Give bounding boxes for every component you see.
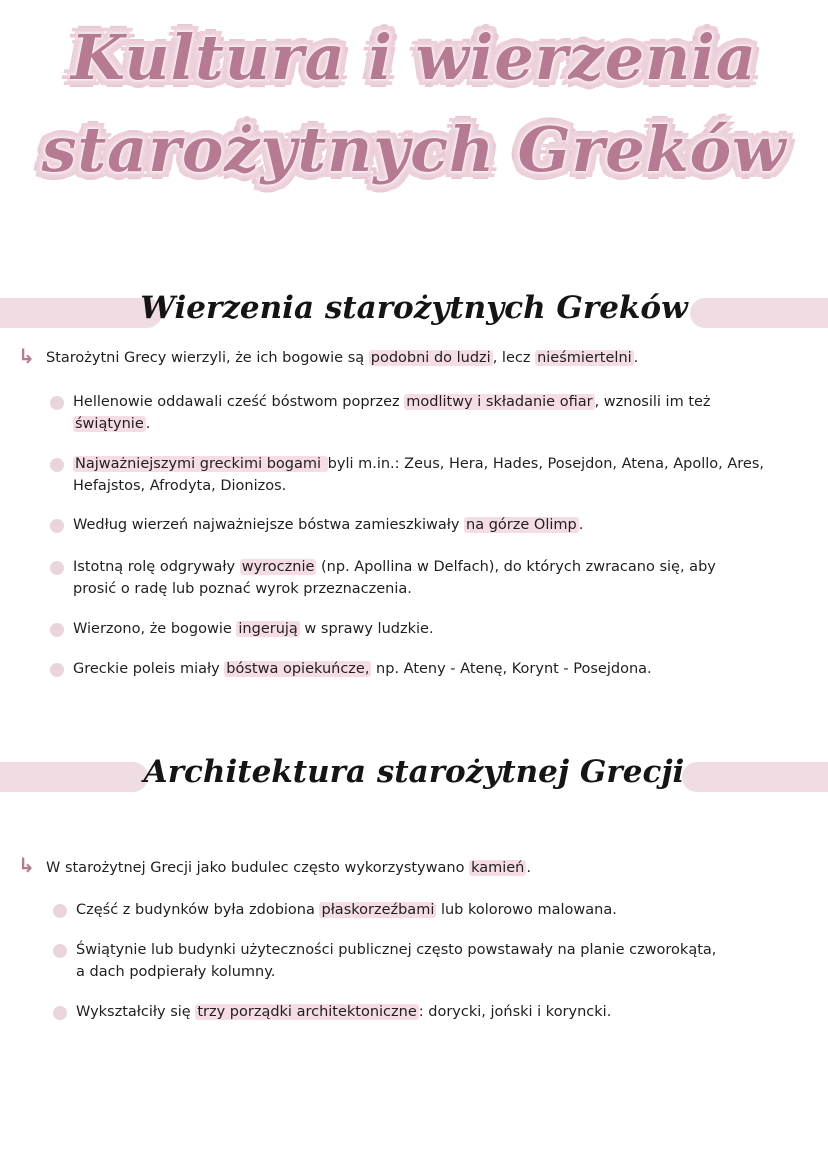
title-line-1: Kultura i wierzenia [71, 21, 757, 94]
bullet-icon [50, 663, 64, 677]
list-item: Najważniejszymi greckimi bogami byli m.in.: Zeus, Hera, Hades, Posejdon, Atena, Apollo, Ares, Hefajstos, Afrodyta, Dionizos. [73, 456, 764, 494]
section-1-intro: Starożytni Grecy wierzyli, że ich bogowie są podobni do ludzi , lecz nieśmiertelni . [46, 350, 639, 366]
list-item: Hellenowie oddawali cześć bóstwom poprzez modlitwy i składanie ofiar , wznosili im też świątynie . [73, 394, 711, 432]
bullet-icon [53, 1006, 67, 1020]
bullet-icon [53, 944, 67, 958]
list-item: Świątynie lub budynki użyteczności publicznej często powstawały na planie czworokąta, a dach podpierały kolumny. [76, 942, 717, 980]
list-item: Wykształciły się trzy porządki architektoniczne : dorycki, joński i koryncki. [76, 1004, 612, 1020]
arrow-icon: ↳ [18, 344, 35, 368]
page-title [0, 12, 828, 196]
highlight: nieśmiertelni [537, 350, 632, 366]
bullet-icon [50, 561, 64, 575]
arrow-icon: ↳ [18, 853, 35, 877]
highlight: płaskorzeźbami [321, 902, 435, 918]
highlight: modlitwy i składanie ofiar [406, 394, 593, 410]
bullet-icon [50, 519, 64, 533]
bullet-icon [50, 396, 64, 410]
highlight: ingerują [238, 621, 298, 637]
list-item: Greckie poleis miały bóstwa opiekuńcze, np. Ateny - Atenę, Korynt - Posejdona. [73, 661, 652, 677]
highlight: wyrocznie [241, 559, 315, 575]
highlight: na górze Olimp [466, 517, 577, 533]
highlight: trzy porządki architektoniczne [197, 1004, 417, 1020]
section-2-heading: Architektura starożytnej Grecji [143, 754, 685, 790]
highlight: świątynie [75, 416, 144, 432]
list-item: Istotną rolę odgrywały wyrocznie (np. Apollina w Delfach), do których zwracano się, aby prosić o radę lub poznać wyrok przeznaczenia. [73, 559, 716, 597]
title-line-2: starożytnych Greków [41, 113, 787, 186]
bullet-icon [50, 458, 64, 472]
section-2-intro: W starożytnej Grecji jako budulec często wykorzystywano kamień . [46, 860, 531, 876]
highlight: Najważniejszymi greckimi bogami [75, 456, 326, 472]
list-item: Wierzono, że bogowie ingerują w sprawy ludzkie. [73, 621, 434, 637]
highlight: podobni do ludzi [370, 350, 491, 366]
section-1-heading: Wierzenia starożytnych Greków [140, 290, 688, 326]
list-item: Część z budynków była zdobiona płaskorzeźbami lub kolorowo malowana. [76, 902, 617, 918]
bullet-icon [53, 904, 67, 918]
bullet-icon [50, 623, 64, 637]
list-item: Według wierzeń najważniejsze bóstwa zamieszkiwały na górze Olimp . [73, 517, 584, 533]
highlight: kamień [471, 860, 525, 876]
highlight: bóstwa opiekuńcze, [226, 661, 370, 677]
